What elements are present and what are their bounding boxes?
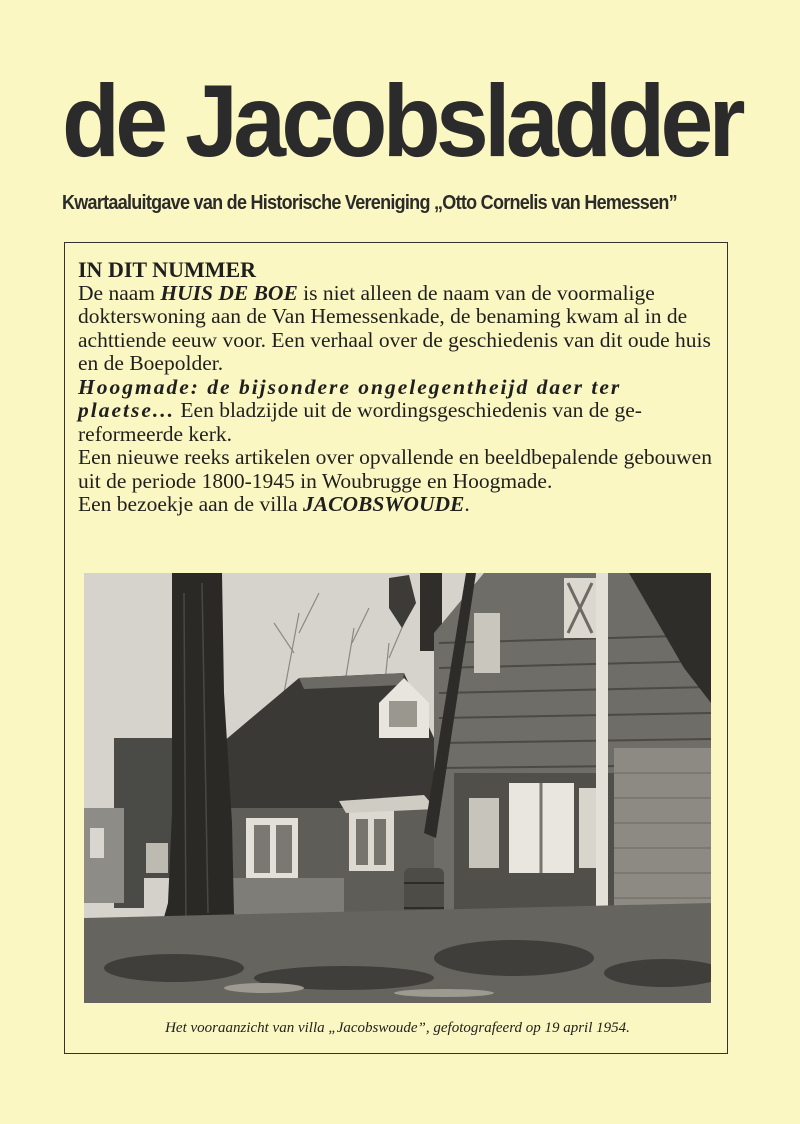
photo-caption: Het vooraanzicht van villa „Jacobswoude”, gefotografeerd op 19 april 1954.	[165, 1020, 630, 1036]
contents-item-jacobswoude	[78, 493, 718, 517]
item4-highlight: JACOBSWOUDE	[303, 492, 465, 516]
item1-intro: De naam	[78, 280, 161, 305]
item1-highlight: HUIS DE BOE	[160, 280, 298, 305]
contents-heading: IN DIT NUMMER	[78, 257, 257, 282]
magazine-title: de Jacobsladder	[62, 64, 741, 178]
item1-text: is niet alleen de naam van de voormalige dokterswoning aan de Van Hemessenkade, de benaming kwam al in de achttiende eeuw voor. Een verhaal over de geschiedenis van dit oude huis en de Boepolder.	[78, 280, 711, 375]
item3-text: Een nieuwe reeks artikelen over opvallende en beeldbepalende gebouwen uit de periode 1800-1945 in Woubrugge en Hoogmade.	[78, 445, 712, 493]
contents-item-nieuwe-reeks	[78, 446, 718, 493]
item2-highlight: Hoogmade: de bijsondere ongelegentheijd daer ter plaetse...	[78, 374, 622, 422]
villa-photograph	[84, 573, 711, 1003]
contents-item-huis-de-boe	[78, 282, 718, 376]
item2-text: Een bladzijde uit de wordingsgeschiedenis van de gereformeerde kerk.	[78, 398, 642, 446]
table-of-contents	[78, 258, 718, 517]
contents-item-hoogmade	[78, 376, 718, 447]
item4-intro: Een bezoekje aan de villa	[78, 492, 304, 516]
magazine-subtitle: Kwartaaluitgave van de Historische Vereniging „Otto Cornelis van Hemessen”	[62, 192, 677, 214]
item4-end: .	[464, 492, 470, 516]
